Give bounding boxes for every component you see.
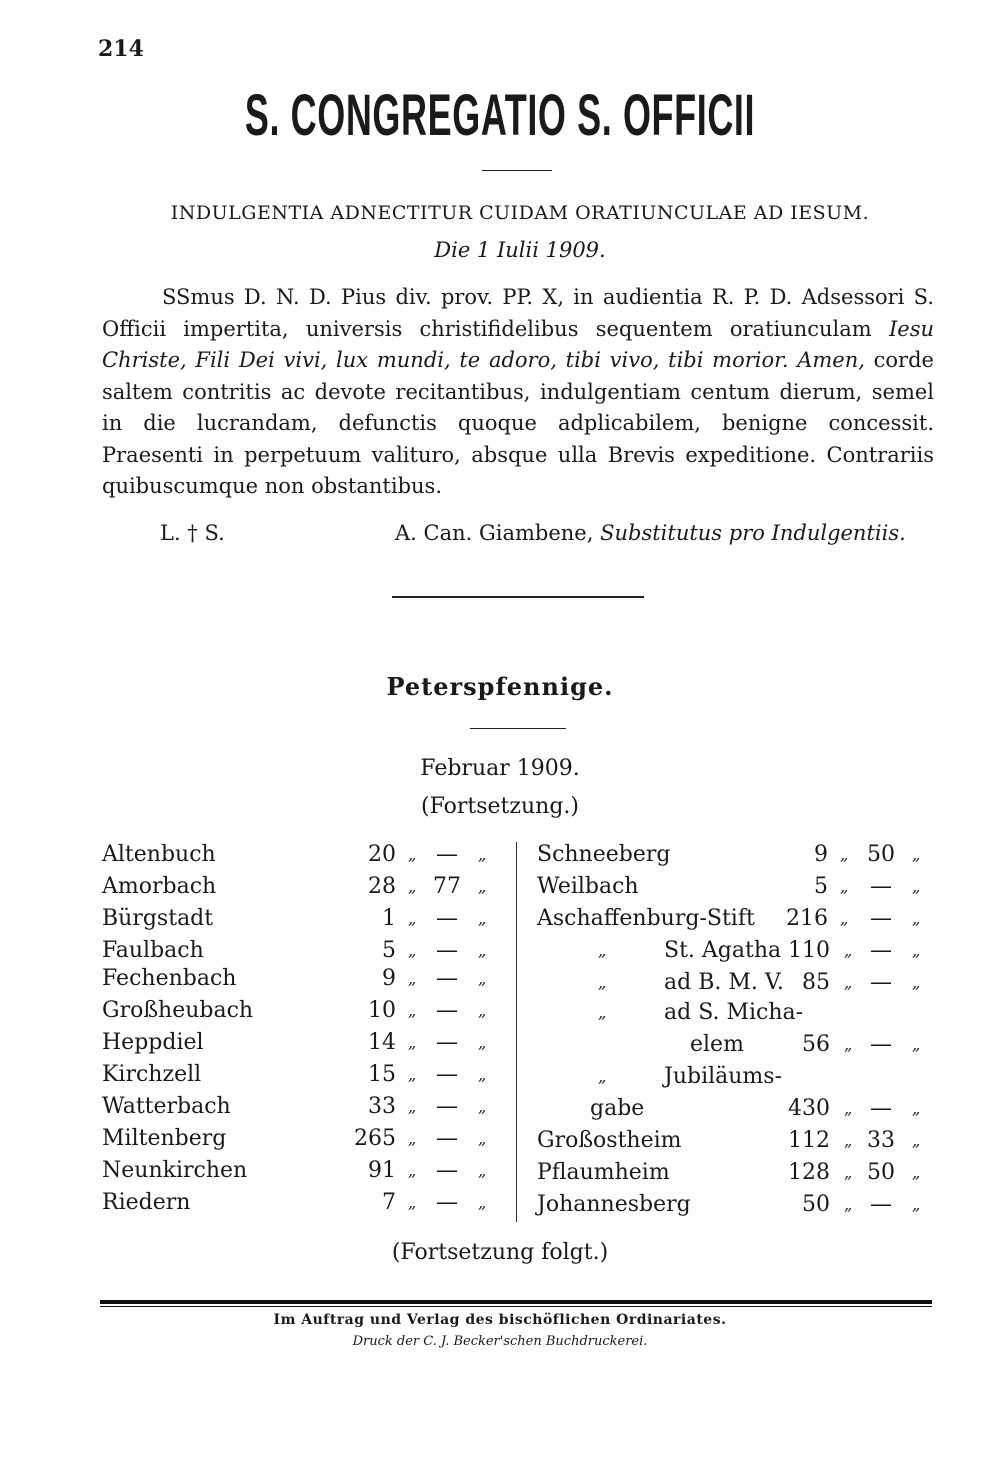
amount-marks: 15 [368,1062,396,1087]
amount-pfennig: — [870,1032,892,1057]
page-title: S. CONGREGATIO S. OFFICII [244,83,756,148]
amount-marks: 33 [368,1094,396,1119]
place-name: Altenbuch [102,842,216,867]
place-name: Neunkirchen [102,1158,248,1183]
ditto-mark: „ [912,973,921,992]
amount-pfennig: — [436,1094,458,1119]
amount-pfennig: — [436,998,458,1023]
prayer-text: Iesu Christe, Fili Dei vivi, lux mundi, te adoro, tibi vivo, tibi morior. Amen, [102,316,934,372]
ditto-mark: „ [478,1001,487,1020]
ditto-mark: „ [844,1195,853,1214]
list-continuation: (Fortsetzung.) [421,794,579,819]
place-name: Pflaumheim [537,1160,670,1185]
amount-pfennig: — [436,1158,458,1183]
amount-pfennig: — [870,1096,892,1121]
amount-marks: 5 [382,938,396,963]
amount-marks: 110 [788,938,830,963]
place-name: ad B. M. V. [664,970,784,995]
place-name: Watterbach [102,1094,231,1119]
continued-note: (Fortsetzung folgt.) [391,1240,609,1265]
amount-marks: 5 [814,874,828,899]
amount-pfennig: — [436,1190,458,1215]
ditto-mark: „ [844,973,853,992]
ditto-mark: „ [478,845,487,864]
ditto-mark: „ [912,1035,921,1054]
ditto-mark: „ [912,1131,921,1150]
title-divider [482,170,552,171]
ditto-mark: „ [598,1067,607,1086]
amount-marks: 56 [802,1032,830,1057]
decree-date: Die 1 Iulii 1909. [434,238,606,262]
column-divider [516,842,517,1222]
ditto-mark: „ [478,1161,487,1180]
decree-text [102,282,934,503]
ditto-mark: „ [844,1163,853,1182]
section-title-divider [470,728,566,729]
place-name: Miltenberg [102,1126,227,1151]
ditto-mark: „ [912,1195,921,1214]
place-name: Jubiläums- [664,1064,783,1089]
ditto-mark: „ [408,1001,417,1020]
ditto-mark: „ [408,1065,417,1084]
ditto-mark: „ [408,909,417,928]
signer-name: A. Can. Giambene, [395,521,594,545]
section-divider [392,596,644,598]
amount-marks: 14 [368,1030,396,1055]
ditto-mark: „ [844,1099,853,1118]
amount-pfennig: — [870,874,892,899]
amount-pfennig: — [870,1192,892,1217]
amount-pfennig: — [436,842,458,867]
place-name: Kirchzell [102,1062,202,1087]
ditto-mark: „ [598,1003,607,1022]
ditto-mark: „ [478,877,487,896]
footer-rule [100,1300,932,1304]
signer-role: Substitutus pro Indulgentiis. [600,521,906,545]
amount-pfennig: 50 [867,842,895,867]
ditto-mark: „ [478,1129,487,1148]
list-month: Februar 1909. [420,756,580,781]
ditto-mark: „ [478,1065,487,1084]
ditto-mark: „ [912,909,921,928]
place-name: Aschaffenburg-Stift [537,906,755,931]
amount-pfennig: — [870,906,892,931]
amount-pfennig: 33 [867,1128,895,1153]
amount-pfennig: 77 [433,874,461,899]
amount-marks: 9 [814,842,828,867]
ditto-mark: „ [912,877,921,896]
amount-marks: 265 [354,1126,396,1151]
printer-line: Druck der C. J. Becker'schen Buchdruckerei. [352,1334,648,1349]
seal-mark: L. † S. [160,521,225,545]
amount-marks: 216 [786,906,828,931]
ditto-mark: „ [478,941,487,960]
ditto-mark: „ [844,1035,853,1054]
amount-marks: 10 [368,998,396,1023]
place-name: elem [690,1032,744,1057]
ditto-mark: „ [598,973,607,992]
amount-pfennig: — [436,1062,458,1087]
place-name: Amorbach [102,874,217,899]
place-name: Heppdiel [102,1030,204,1055]
place-name: Faulbach [102,938,204,963]
ditto-mark: „ [408,941,417,960]
amount-marks: 28 [368,874,396,899]
ditto-mark: „ [840,909,849,928]
place-name: Großostheim [537,1128,682,1153]
ditto-mark: „ [840,877,849,896]
amount-marks: 112 [788,1128,830,1153]
decree-text-part1: SSmus D. N. D. Pius div. prov. PP. X, in audientia R. P. D. Adsessori S. Officii impertita, universis christifidelibus sequentem oratiunculam [102,285,934,341]
ditto-mark: „ [408,877,417,896]
place-name: Fechenbach [102,966,237,991]
amount-pfennig: — [870,970,892,995]
place-name: Weilbach [537,874,639,899]
place-name: Johannesberg [537,1192,691,1217]
ditto-mark: „ [478,969,487,988]
ditto-mark: „ [912,845,921,864]
amount-marks: 430 [788,1096,830,1121]
ditto-mark: „ [912,1163,921,1182]
place-name: Bürgstadt [102,906,214,931]
amount-pfennig: — [436,966,458,991]
page-number: 214 [98,36,144,62]
amount-pfennig: 50 [867,1160,895,1185]
place-name: St. Agatha [664,938,782,963]
amount-marks: 1 [382,906,396,931]
ditto-mark: „ [408,969,417,988]
ditto-mark: „ [598,941,607,960]
place-name: ad S. Micha- [664,1000,804,1025]
ditto-mark: „ [478,1097,487,1116]
place-name: Riedern [102,1190,191,1215]
signature [395,521,906,545]
footer-rule-thin [100,1306,932,1307]
ditto-mark: „ [408,1033,417,1052]
ditto-mark: „ [408,1129,417,1148]
amount-marks: 9 [382,966,396,991]
amount-marks: 85 [802,970,830,995]
ditto-mark: „ [478,909,487,928]
amount-pfennig: — [436,938,458,963]
amount-marks: 91 [368,1158,396,1183]
ditto-mark: „ [844,941,853,960]
amount-marks: 7 [382,1190,396,1215]
amount-pfennig: — [436,906,458,931]
ditto-mark: „ [408,1161,417,1180]
ditto-mark: „ [912,941,921,960]
ditto-mark: „ [844,1131,853,1150]
ditto-mark: „ [478,1033,487,1052]
amount-pfennig: — [436,1126,458,1151]
ditto-mark: „ [912,1099,921,1118]
place-name: Großheubach [102,998,254,1023]
amount-pfennig: — [870,938,892,963]
amount-marks: 128 [788,1160,830,1185]
section-title: Peterspfennige. [386,672,614,701]
decree-text-part2: corde saltem contritis ac devote recitantibus, indulgentiam centum dierum, semel in die lucrandam, defunctis quoque adplicabilem, benigne concessit. Praesenti in perpetuum valituro, absque ulla Brevis expeditione. Contrariis quibuscumque non obstantibus. [102,348,934,498]
amount-marks: 20 [368,842,396,867]
amount-pfennig: — [436,1030,458,1055]
ditto-mark: „ [408,1097,417,1116]
amount-marks: 50 [802,1192,830,1217]
ditto-mark: „ [408,845,417,864]
publisher-line: Im Auftrag und Verlag des bischöflichen Ordinariates. [273,1312,727,1328]
place-name: Schneeberg [537,842,671,867]
ditto-mark: „ [408,1193,417,1212]
place-name: gabe [590,1096,645,1121]
ditto-mark: „ [840,845,849,864]
decree-subtitle: INDULGENTIA ADNECTITUR CUIDAM ORATIUNCULAE AD IESUM. [170,202,870,224]
ditto-mark: „ [478,1193,487,1212]
